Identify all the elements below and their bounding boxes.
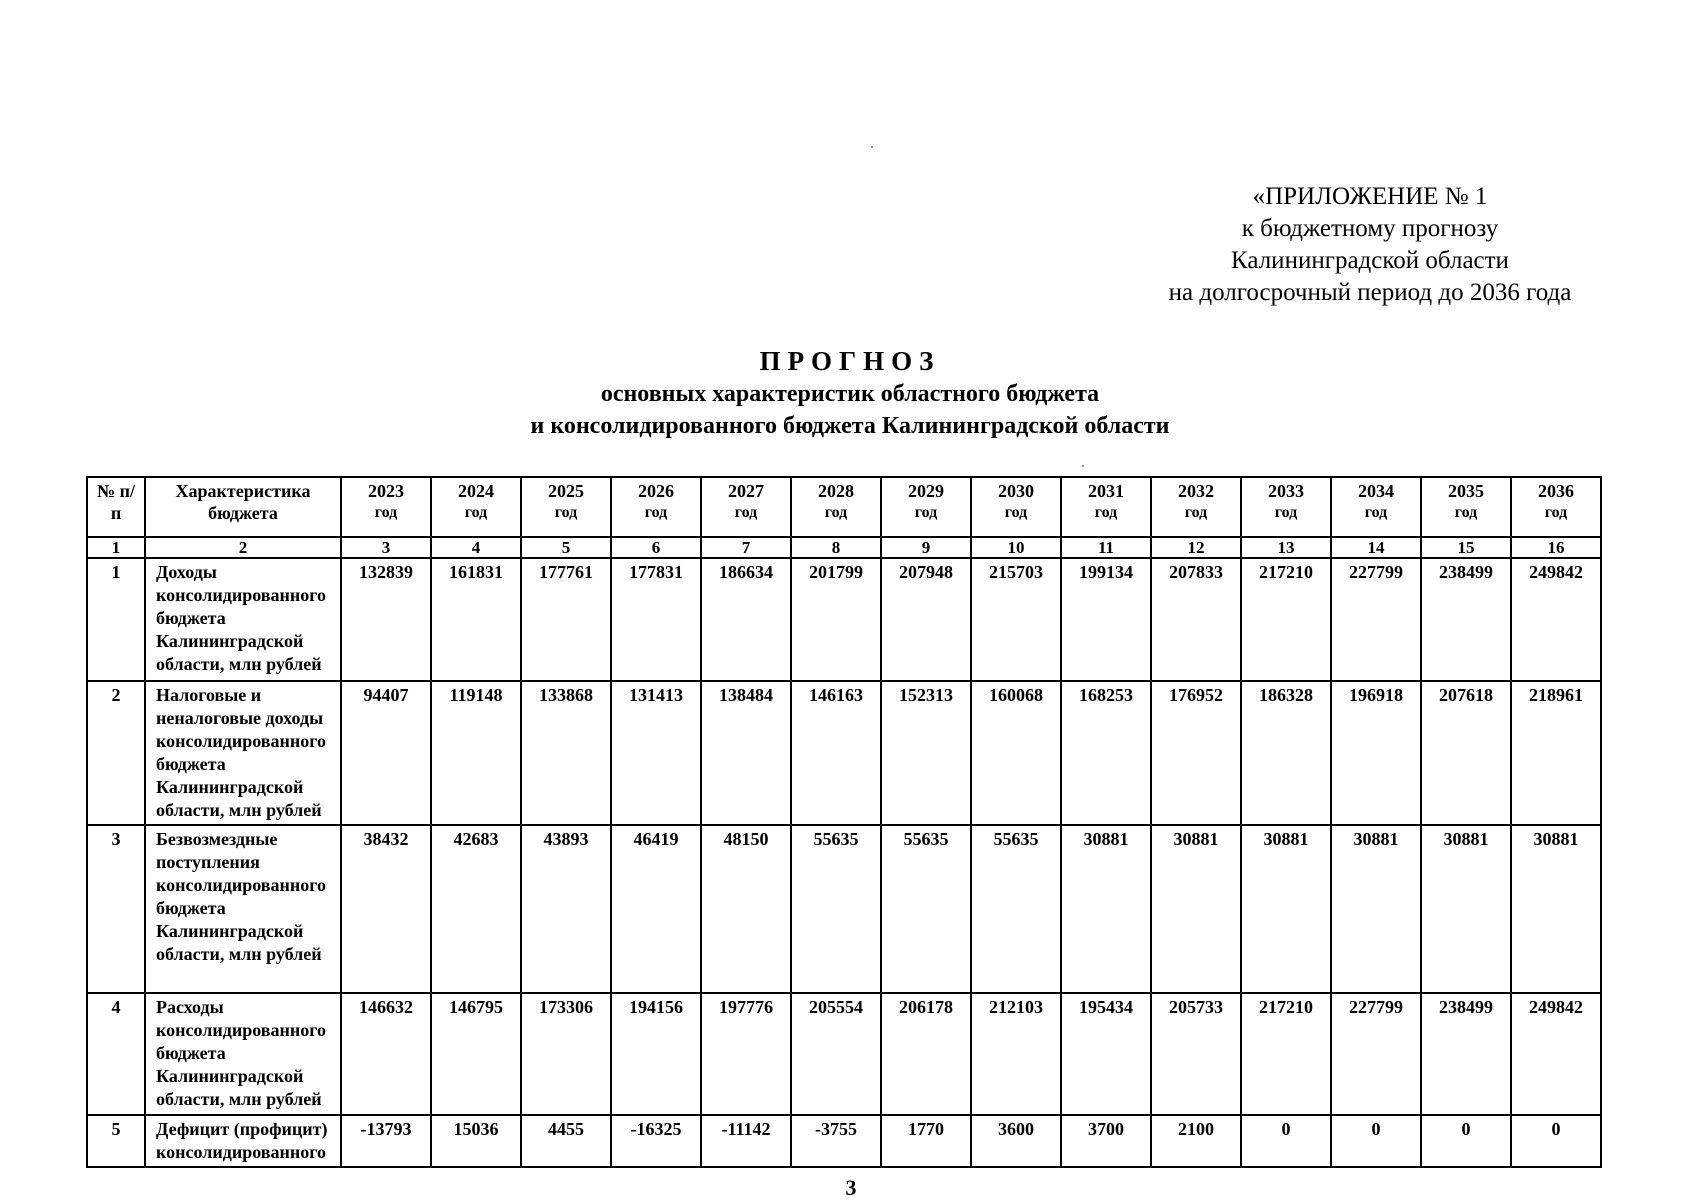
cell-value: 48150 — [701, 825, 791, 993]
table-row — [87, 1115, 1601, 1167]
table-row — [87, 558, 1601, 681]
header-year: 2025 год — [521, 477, 611, 537]
cell-value: 15036 — [431, 1115, 521, 1167]
cell-value: 94407 — [341, 681, 431, 825]
column-number: 15 — [1421, 537, 1511, 558]
cell-value: 4455 — [521, 1115, 611, 1167]
cell-value: 197776 — [701, 993, 791, 1115]
cell-value: 132839 — [341, 558, 431, 681]
cell-value: 30881 — [1241, 825, 1331, 993]
table-header-row — [87, 477, 1601, 537]
cell-value: 196918 — [1331, 681, 1421, 825]
cell-value: 30881 — [1061, 825, 1151, 993]
cell-value: 168253 — [1061, 681, 1151, 825]
cell-value: 186328 — [1241, 681, 1331, 825]
header-year: 2033 год — [1241, 477, 1331, 537]
column-number: 5 — [521, 537, 611, 558]
header-year: 2028 год — [791, 477, 881, 537]
cell-value: 205554 — [791, 993, 881, 1115]
header-year: 2029 год — [881, 477, 971, 537]
cell-value: 138484 — [701, 681, 791, 825]
cell-value: 195434 — [1061, 993, 1151, 1115]
column-number: 1 — [87, 537, 145, 558]
column-number: 3 — [341, 537, 431, 558]
row-index: 2 — [87, 681, 145, 825]
cell-value: 217210 — [1241, 558, 1331, 681]
table-row — [87, 681, 1601, 825]
page-number: 3 — [845, 1175, 857, 1200]
cell-value: 30881 — [1511, 825, 1601, 993]
column-number: 12 — [1151, 537, 1241, 558]
cell-value: 227799 — [1331, 558, 1421, 681]
row-index: 5 — [87, 1115, 145, 1167]
cell-value: -11142 — [701, 1115, 791, 1167]
title-subtitle-2: и консолидированного бюджета Калининградской области — [530, 413, 1170, 439]
row-characteristic: Безвозмездные поступления консолидированного бюджета Калининградской области, млн рублей — [145, 825, 341, 993]
cell-value: 249842 — [1511, 558, 1601, 681]
cell-value: 205733 — [1151, 993, 1241, 1115]
cell-value: 146163 — [791, 681, 881, 825]
cell-value: 0 — [1331, 1115, 1421, 1167]
cell-value: 173306 — [521, 993, 611, 1115]
column-number: 13 — [1241, 537, 1331, 558]
cell-value: 119148 — [431, 681, 521, 825]
cell-value: 249842 — [1511, 993, 1601, 1115]
cell-value: 3700 — [1061, 1115, 1151, 1167]
cell-value: 3600 — [971, 1115, 1061, 1167]
header-year: 2026 год — [611, 477, 701, 537]
cell-value: 146795 — [431, 993, 521, 1115]
annex-line-3: Калининградской области — [1231, 247, 1509, 274]
cell-value: 133868 — [521, 681, 611, 825]
cell-value: 218961 — [1511, 681, 1601, 825]
cell-value: 1770 — [881, 1115, 971, 1167]
cell-value: 55635 — [971, 825, 1061, 993]
cell-value: 238499 — [1421, 993, 1511, 1115]
header-year: 2027 год — [701, 477, 791, 537]
cell-value: 215703 — [971, 558, 1061, 681]
cell-value: 160068 — [971, 681, 1061, 825]
header-year: 2024 год — [431, 477, 521, 537]
row-characteristic: Дефицит (профицит) консолидированного — [145, 1115, 341, 1167]
row-characteristic: Налоговые и неналоговые доходы консолидированного бюджета Калининградской области, млн рублей — [145, 681, 341, 825]
header-year: 2031 год — [1061, 477, 1151, 537]
cell-value: 212103 — [971, 993, 1061, 1115]
cell-value: 176952 — [1151, 681, 1241, 825]
cell-value: -16325 — [611, 1115, 701, 1167]
cell-value: 206178 — [881, 993, 971, 1115]
cell-value: 42683 — [431, 825, 521, 993]
column-number: 11 — [1061, 537, 1151, 558]
cell-value: 217210 — [1241, 993, 1331, 1115]
cell-value: 207948 — [881, 558, 971, 681]
cell-value: 177831 — [611, 558, 701, 681]
column-number: 14 — [1331, 537, 1421, 558]
cell-value: 55635 — [791, 825, 881, 993]
column-number: 2 — [145, 537, 341, 558]
row-index: 3 — [87, 825, 145, 993]
cell-value: 2100 — [1151, 1115, 1241, 1167]
column-number: 9 — [881, 537, 971, 558]
column-number: 4 — [431, 537, 521, 558]
cell-value: -13793 — [341, 1115, 431, 1167]
cell-value: 152313 — [881, 681, 971, 825]
cell-value: 0 — [1241, 1115, 1331, 1167]
cell-value: 201799 — [791, 558, 881, 681]
cell-value: 46419 — [611, 825, 701, 993]
cell-value: 177761 — [521, 558, 611, 681]
header-year: 2032 год — [1151, 477, 1241, 537]
title-subtitle-1: основных характеристик областного бюджета — [600, 381, 1100, 407]
annex-line-4: на долгосрочный период до 2036 года — [1168, 279, 1572, 306]
annex-line-2: к бюджетному прогнозу — [1241, 215, 1499, 242]
cell-value: 30881 — [1421, 825, 1511, 993]
cell-value: 161831 — [431, 558, 521, 681]
table-row — [87, 993, 1601, 1115]
header-name: Характеристика бюджета — [145, 477, 341, 537]
cell-value: 207618 — [1421, 681, 1511, 825]
cell-value: 43893 — [521, 825, 611, 993]
title-main: ПРОГНОЗ — [759, 346, 941, 376]
header-year: 2034 год — [1331, 477, 1421, 537]
column-number: 16 — [1511, 537, 1601, 558]
row-characteristic: Доходы консолидированного бюджета Калининградской области, млн рублей — [145, 558, 341, 681]
header-num: № п/п — [87, 477, 145, 537]
row-characteristic: Расходы консолидированного бюджета Калининградской области, млн рублей — [145, 993, 341, 1115]
forecast-table — [86, 476, 1602, 1168]
header-year: 2036 год — [1511, 477, 1601, 537]
column-number: 6 — [611, 537, 701, 558]
column-number: 7 — [701, 537, 791, 558]
column-number-row — [87, 537, 1601, 558]
row-index: 1 — [87, 558, 145, 681]
annex-header — [1110, 181, 1630, 309]
header-year: 2023 год — [341, 477, 431, 537]
column-number: 10 — [971, 537, 1061, 558]
scan-speck — [1082, 465, 1084, 467]
table-row — [87, 825, 1601, 993]
header-year: 2035 год — [1421, 477, 1511, 537]
cell-value: 238499 — [1421, 558, 1511, 681]
cell-value: 227799 — [1331, 993, 1421, 1115]
cell-value: 199134 — [1061, 558, 1151, 681]
document-title — [330, 344, 1370, 442]
row-index: 4 — [87, 993, 145, 1115]
cell-value: 207833 — [1151, 558, 1241, 681]
annex-line-1: «ПРИЛОЖЕНИЕ № 1 — [1252, 183, 1488, 210]
cell-value: 38432 — [341, 825, 431, 993]
cell-value: 30881 — [1331, 825, 1421, 993]
cell-value: 131413 — [611, 681, 701, 825]
cell-value: 194156 — [611, 993, 701, 1115]
cell-value: 146632 — [341, 993, 431, 1115]
cell-value: 55635 — [881, 825, 971, 993]
scan-speck — [871, 146, 873, 148]
cell-value: 186634 — [701, 558, 791, 681]
column-number: 8 — [791, 537, 881, 558]
cell-value: 0 — [1421, 1115, 1511, 1167]
cell-value: 30881 — [1151, 825, 1241, 993]
cell-value: 0 — [1511, 1115, 1601, 1167]
cell-value: -3755 — [791, 1115, 881, 1167]
header-year: 2030 год — [971, 477, 1061, 537]
